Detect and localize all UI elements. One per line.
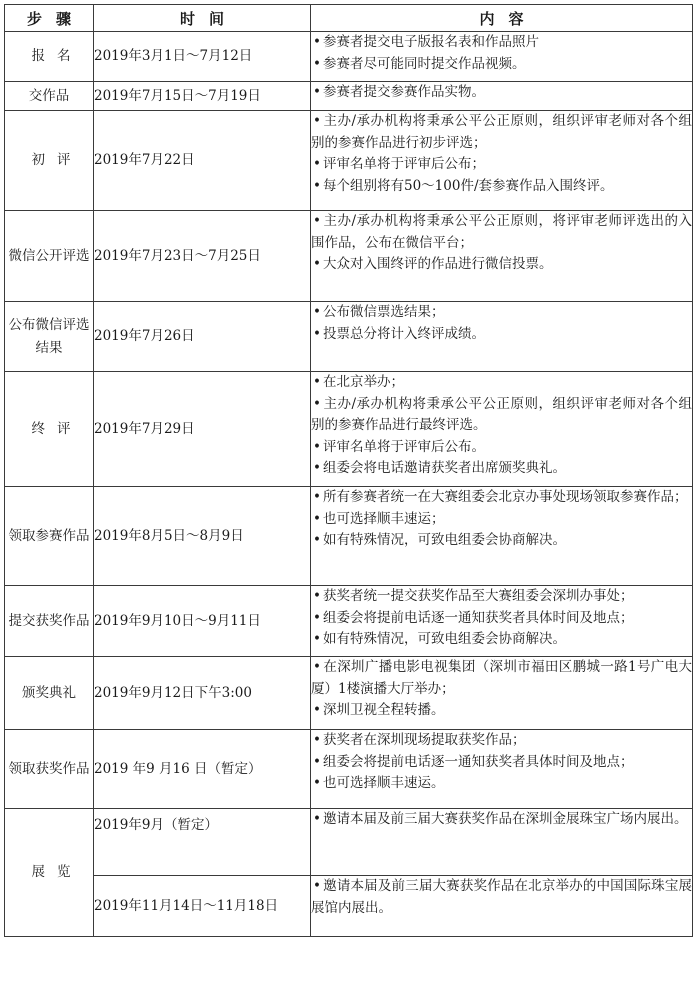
bullet-icon: • <box>313 256 321 272</box>
bullet-icon: • <box>313 631 321 647</box>
step-cell: 提交获奖作品 <box>5 586 94 657</box>
time-cell: 2019年7月22日 <box>94 111 311 211</box>
bullet-icon: • <box>313 438 321 455</box>
content-cell <box>311 32 693 82</box>
bullet-icon: • <box>313 775 321 791</box>
step-cell: 报名 <box>5 32 94 82</box>
content-item: • 如有特殊情况，可致电组委会协商解决。 <box>311 530 692 552</box>
time-cell: 2019年7月23日～7月25日 <box>94 211 311 302</box>
time-cell: 2019年9月（暂定） <box>94 809 311 876</box>
header-step: 步骤 <box>5 5 94 32</box>
time-cell: 2019 年9 月16 日（暂定） <box>94 730 311 809</box>
schedule-table <box>4 4 693 937</box>
table-row <box>5 876 693 937</box>
bullet-icon: • <box>313 753 321 770</box>
content-item: • 组委会将提前电话逐一通知获奖者具体时间及地点； <box>311 608 692 630</box>
bullet-icon: • <box>313 460 321 476</box>
time-cell: 2019年9月12日下午3:00 <box>94 657 311 730</box>
content-item: • 也可选择顺丰速运。 <box>311 773 692 795</box>
content-cell <box>311 487 693 586</box>
content-item: • 参赛者提交电子版报名表和作品照片 <box>311 32 692 54</box>
content-item: • 主办/承办机构将秉承公平公正原则，将评审老师评选出的入围作品，公布在微信平台； <box>311 213 692 251</box>
table-row <box>5 302 693 372</box>
content-item: • 如有特殊情况，可致电组委会协商解决。 <box>311 629 692 651</box>
bullet-icon: • <box>313 325 321 342</box>
table-row <box>5 111 693 211</box>
table-row <box>5 211 693 302</box>
content-cell <box>311 876 693 937</box>
content-item: • 邀请本届及前三届大赛获奖作品在深圳金展珠宝广场内展出。 <box>311 809 692 831</box>
time-cell: 2019年7月15日～7月19日 <box>94 82 311 111</box>
content-item: • 也可选择顺丰速运； <box>311 509 692 531</box>
content-item: • 获奖者统一提交获奖作品至大赛组委会深圳办事处； <box>311 586 692 608</box>
bullet-icon: • <box>313 811 321 827</box>
step-cell: 初评 <box>5 111 94 211</box>
bullet-icon: • <box>313 177 321 194</box>
content-item: • 邀请本届及前三届大赛获奖作品在北京举办的中国国际珠宝展展馆内展出。 <box>311 878 692 916</box>
table-row <box>5 82 693 111</box>
time-cell: 2019年8月5日～8月9日 <box>94 487 311 586</box>
content-cell <box>311 372 693 487</box>
table-row <box>5 586 693 657</box>
content-item: • 大众对入围终评的作品进行微信投票。 <box>311 254 692 276</box>
bullet-icon: • <box>313 732 321 748</box>
content-item: • 在深圳广播电影电视集团（深圳市福田区鹏城一路1号广电大厦）1楼演播大厅举办； <box>311 659 692 697</box>
content-item: • 组委会将提前电话逐一通知获奖者具体时间及地点； <box>311 752 692 774</box>
step-cell: 微信公开评选 <box>5 211 94 302</box>
table-row <box>5 809 693 876</box>
bullet-icon: • <box>313 395 321 412</box>
content-item: • 评审名单将于评审后公布。 <box>311 437 692 459</box>
content-item: • 在北京举办； <box>311 372 692 394</box>
content-item: • 评审名单将于评审后公布； <box>311 154 692 176</box>
bullet-icon: • <box>313 113 321 129</box>
bullet-icon: • <box>313 55 321 72</box>
bullet-icon: • <box>313 84 321 100</box>
bullet-icon: • <box>313 489 321 505</box>
content-item: • 公布微信票选结果； <box>311 302 692 324</box>
content-item: • 所有参赛者统一在大赛组委会北京办事处现场领取参赛作品； <box>311 487 692 509</box>
content-cell <box>311 211 693 302</box>
time-cell: 2019年11月14日～11月18日 <box>94 876 311 937</box>
content-item: • 深圳卫视全程转播。 <box>311 700 692 722</box>
step-cell: 颁奖典礼 <box>5 657 94 730</box>
step-cell: 领取参赛作品 <box>5 487 94 586</box>
bullet-icon: • <box>313 374 321 390</box>
time-cell: 2019年7月26日 <box>94 302 311 372</box>
bullet-icon: • <box>313 213 321 229</box>
content-cell <box>311 586 693 657</box>
step-cell: 展览 <box>5 809 94 937</box>
table-row <box>5 657 693 730</box>
content-item: • 主办/承办机构将秉承公平公正原则，组织评审老师对各个组别的参赛作品进行初步评选； <box>311 113 692 151</box>
bullet-icon: • <box>313 878 321 894</box>
bullet-icon: • <box>313 588 321 604</box>
step-cell: 终评 <box>5 372 94 487</box>
step-cell: 交作品 <box>5 82 94 111</box>
bullet-icon: • <box>313 609 321 626</box>
content-item: • 投票总分将计入终评成绩。 <box>311 324 692 346</box>
content-cell <box>311 302 693 372</box>
bullet-icon: • <box>313 510 321 527</box>
time-cell: 2019年9月10日～9月11日 <box>94 586 311 657</box>
content-item: • 参赛者提交参赛作品实物。 <box>311 82 692 104</box>
content-cell <box>311 657 693 730</box>
bullet-icon: • <box>313 659 321 675</box>
content-item: • 组委会将电话邀请获奖者出席颁奖典礼。 <box>311 458 692 480</box>
bullet-icon: • <box>313 34 321 50</box>
content-item: • 每个组别将有50～100件/套参赛作品入围终评。 <box>311 176 692 198</box>
bullet-icon: • <box>313 532 321 548</box>
content-cell <box>311 809 693 876</box>
bullet-icon: • <box>313 702 321 718</box>
time-cell: 2019年3月1日～7月12日 <box>94 32 311 82</box>
table-row <box>5 372 693 487</box>
table-row <box>5 487 693 586</box>
content-item: • 参赛者尽可能同时提交作品视频。 <box>311 54 692 76</box>
header-content: 内容 <box>311 5 693 32</box>
header-time: 时间 <box>94 5 311 32</box>
step-cell: 领取获奖作品 <box>5 730 94 809</box>
step-cell: 公布微信评选结果 <box>5 302 94 372</box>
content-cell <box>311 730 693 809</box>
table-row <box>5 730 693 809</box>
content-item: • 获奖者在深圳现场提取获奖作品； <box>311 730 692 752</box>
time-cell: 2019年7月29日 <box>94 372 311 487</box>
table-header-row <box>5 5 693 32</box>
bullet-icon: • <box>313 156 321 172</box>
content-cell <box>311 82 693 111</box>
content-item: • 主办/承办机构将秉承公平公正原则，组织评审老师对各个组别的参赛作品进行最终评选。 <box>311 395 692 433</box>
bullet-icon: • <box>313 304 321 320</box>
table-row <box>5 32 693 82</box>
content-cell <box>311 111 693 211</box>
